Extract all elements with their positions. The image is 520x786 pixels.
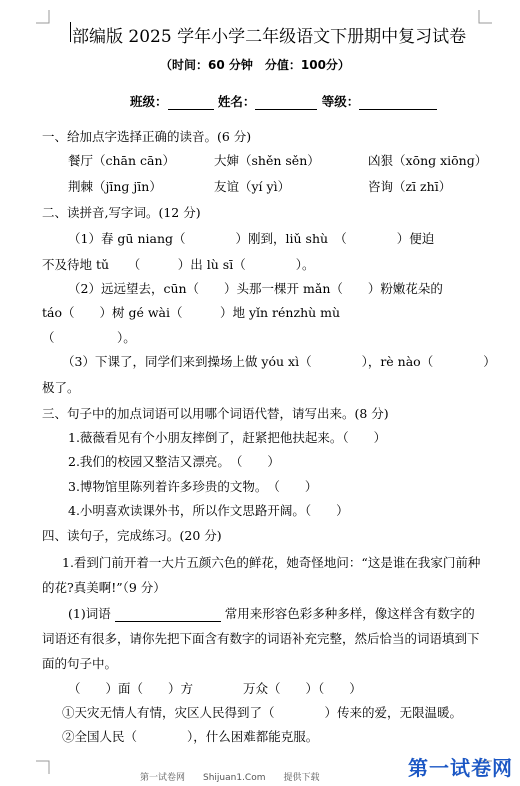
s4-p2-line: 词语还有很多，请你先把下面含有数字的词语补充完整，然后恰当的词语填到下	[42, 631, 480, 646]
s4-fill-line: （ ）面（ ）方 万众（ ）（ ）	[68, 681, 362, 696]
exam-title: 部编版 2025 学年小学二年级语文下册期中复习试卷	[72, 27, 467, 47]
corner-mark-top-left	[36, 10, 50, 24]
s3-item-1: 1.薇薇看见有个小朋友摔倒了，赶紧把他扶起来。（ ）	[68, 430, 387, 445]
s1-item-6: 咨询（zī zhī）	[368, 179, 452, 194]
corner-mark-bottom-left	[36, 760, 50, 774]
class-label: 班级：	[130, 94, 168, 109]
s1-item-4: 荆棘（jīnɡ jīn）	[68, 179, 162, 194]
text-cursor	[70, 22, 71, 42]
s2-line-4: táo（ ）树 gé wài（ ）地 yǐn rénzhù mù	[42, 305, 341, 320]
name-label: 姓名：	[217, 94, 256, 109]
s3-item-3: 3.博物馆里陈列着许多珍贵的文物。 （ ）	[68, 479, 318, 494]
s2-line-2: 不及待地 tǔ （ ）出 lù sī（ ）。	[42, 257, 315, 272]
s3-item-4: 4.小明喜欢读课外书，所以作文思路开阔。（ ）	[68, 503, 349, 518]
s1-item-1: 餐厅（chān cān）	[68, 153, 176, 168]
name-blank[interactable]	[255, 95, 317, 110]
s4-p1-blank[interactable]	[115, 607, 221, 622]
class-blank[interactable]	[168, 95, 214, 110]
s2-line-6: （3）下课了，同学们来到操场上做 yóu xì（ ），rè nào（ ）	[62, 354, 496, 369]
s2-line-3: （2）远远望去，cūn（ ）头那一棵开 mǎn（ ）粉嫩花朵的	[68, 281, 443, 296]
s4-p1-prefix: (1)词语	[68, 606, 111, 621]
s4-sentence-2: ②全国人民（ ），什么困难都能克服。	[62, 729, 319, 744]
s4-q1-line2: 的花?真美啊!”（9 分）	[42, 580, 166, 595]
s2-line-7: 极了。	[42, 380, 80, 395]
s2-line-1: （1）春 gū niang（ ）刚到，liǔ shù （ ）便迫	[68, 231, 435, 246]
s4-p1-suffix: 常用来形容色彩多种多样，像这样含有数字的	[224, 606, 475, 621]
student-info-row	[130, 92, 437, 110]
corner-mark-top-right	[478, 10, 492, 24]
section2-heading: 二、读拼音,写字词。(12 分)	[42, 205, 201, 220]
grade-label: 等级：	[321, 94, 360, 109]
s1-item-2: 大婶（shěn sěn）	[214, 153, 320, 168]
s4-p3-line: 面的句子中。	[42, 656, 118, 671]
exam-subtitle: （时间：60 分钟 分值：100分）	[160, 58, 350, 72]
s3-item-2: 2.我们的校园又整洁又漂亮。 （ ）	[68, 454, 280, 469]
grade-blank[interactable]	[359, 95, 437, 110]
s4-q1-line1: 1.看到门前开着一大片五颜六色的鲜花，她奇怪地问：“这是谁在我家门前种	[62, 555, 481, 570]
footer-source: 第一试卷网 Shijuan1.Com 提供下载	[140, 773, 320, 783]
s4-p1-line	[68, 604, 475, 622]
s2-line-5: （ ）。	[42, 330, 136, 345]
section4-heading: 四、读句子，完成练习。(20 分)	[42, 528, 222, 543]
s1-item-3: 凶狠（xōnɡ xiōnɡ）	[368, 153, 488, 168]
s1-item-5: 友谊（yí yì）	[214, 179, 291, 194]
section1-heading: 一、给加点字选择正确的读音。(6 分)	[42, 129, 252, 144]
section3-heading: 三、句子中的加点词语可以用哪个词语代替，请写出来。(8 分)	[42, 406, 389, 421]
site-logo: 第一试卷网	[408, 756, 513, 780]
s4-sentence-1: ①天灾无情人有情，灾区人民得到了（ ）传来的爱，无限温暖。	[62, 705, 463, 720]
